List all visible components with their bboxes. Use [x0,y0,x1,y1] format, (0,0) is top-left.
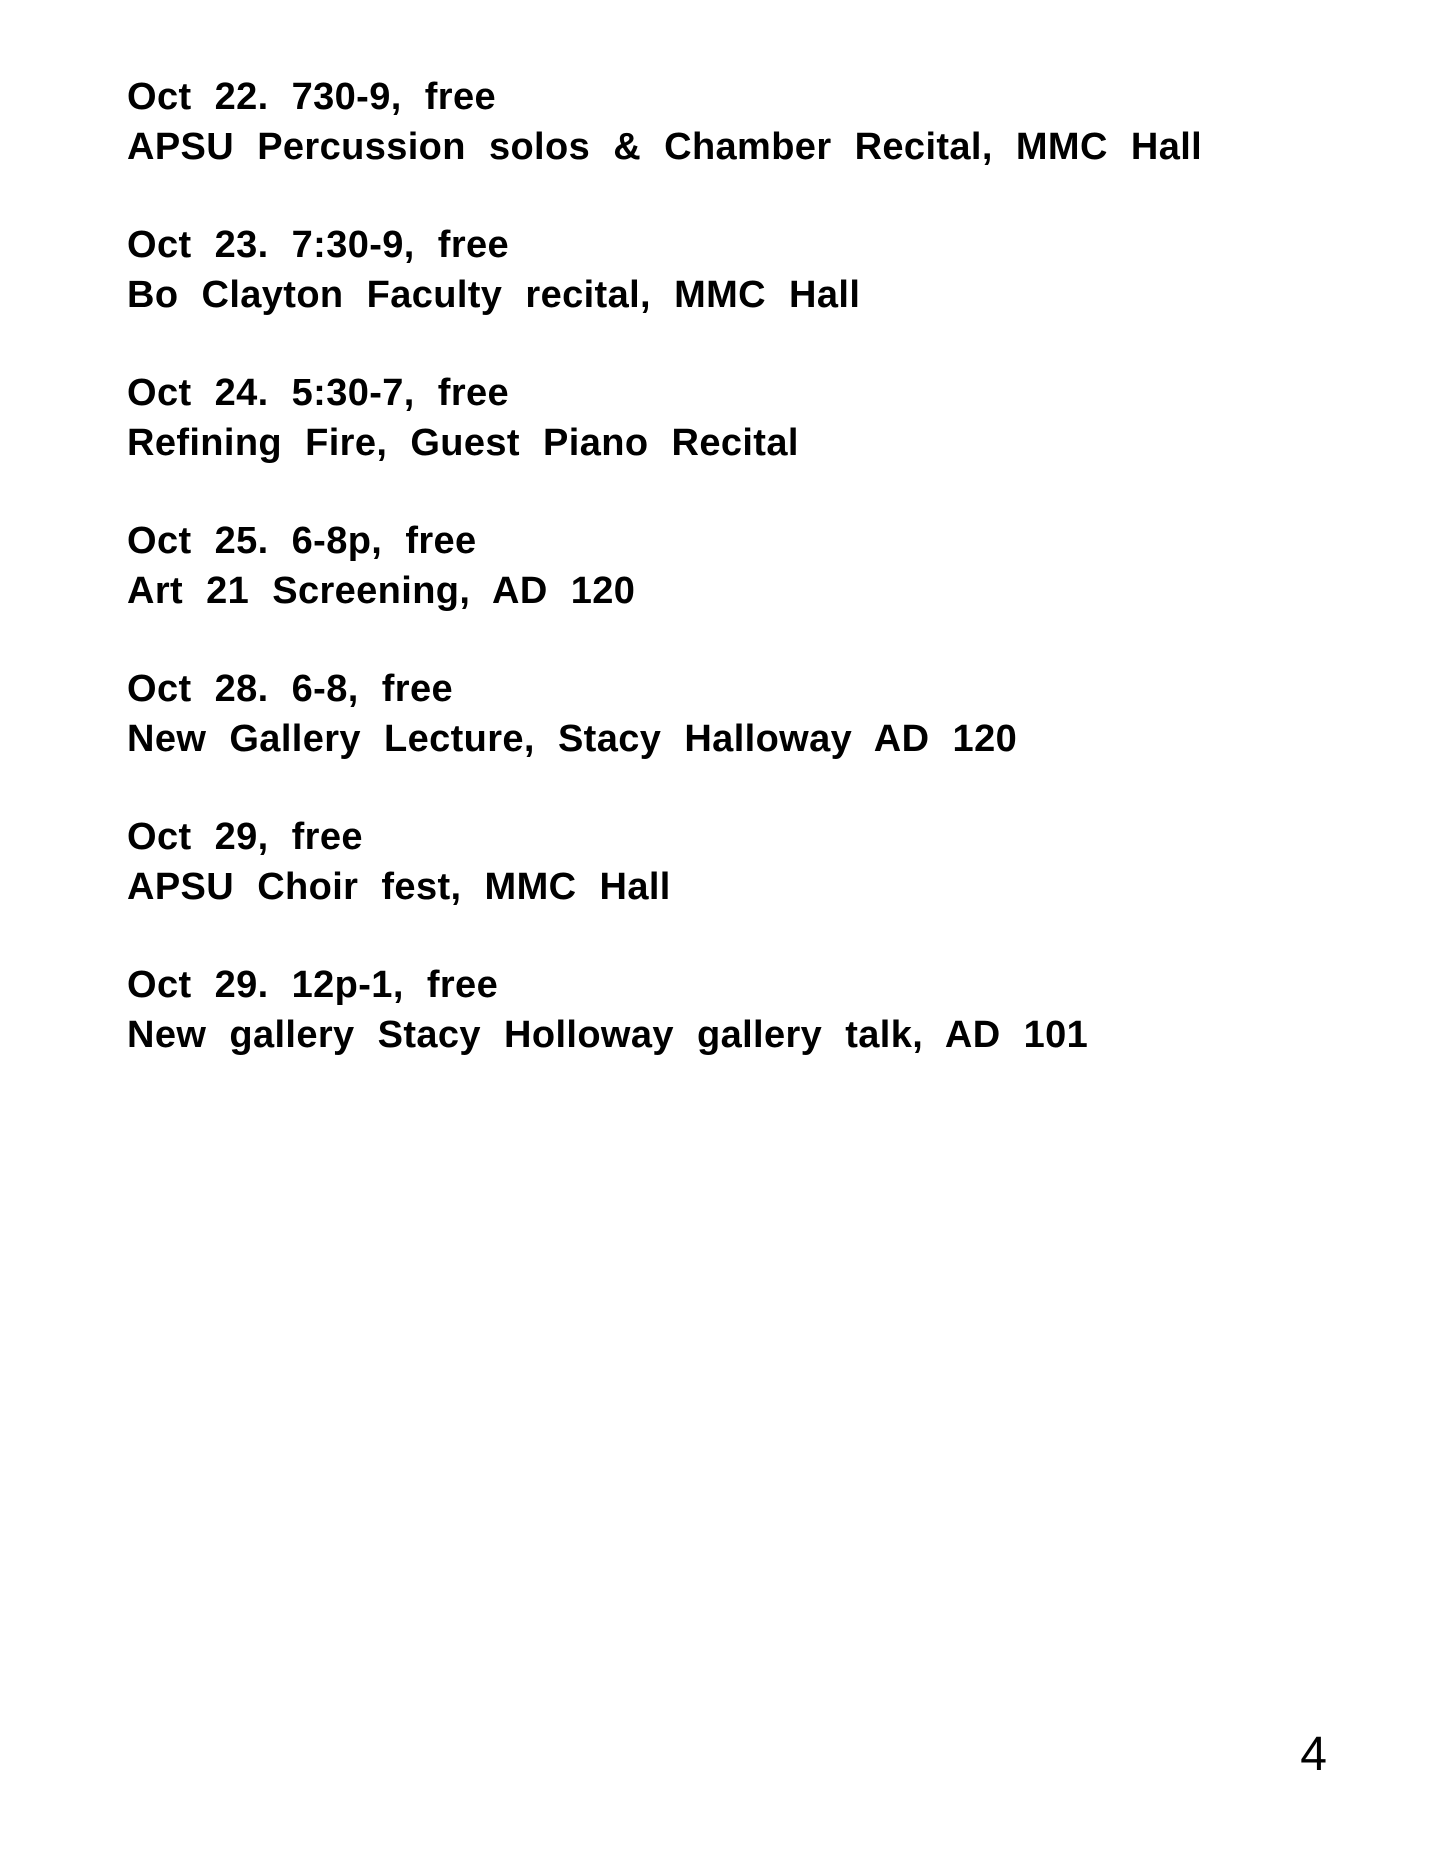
event-entry [127,368,1365,468]
event-schedule-line: Oct 29, free [127,816,363,858]
event-schedule-line: Oct 25. 6-8p, free [127,520,477,562]
event-schedule-line: Oct 28. 6-8, free [127,668,453,710]
event-entry [127,516,1365,616]
event-entry [127,220,1365,320]
event-entry [127,812,1365,912]
event-entry [127,72,1365,172]
event-description-line: Art 21 Screening, AD 120 [127,570,636,612]
event-description-line: APSU Percussion solos & Chamber Recital, MMC Hall [127,126,1203,168]
page-number: 4 [1300,1728,1327,1781]
event-schedule-line: Oct 22. 730-9, free [127,76,497,118]
event-description-line: New gallery Stacy Holloway gallery talk, AD 101 [127,1014,1089,1056]
event-schedule-line: Oct 23. 7:30-9, free [127,224,510,266]
event-entry [127,960,1365,1060]
event-schedule-line: Oct 24. 5:30-7, free [127,372,510,414]
event-description-line: New Gallery Lecture, Stacy Halloway AD 120 [127,718,1018,760]
event-entry [127,664,1365,764]
event-description-line: APSU Choir fest, MMC Hall [127,866,671,908]
event-list [127,72,1365,1108]
event-schedule-line: Oct 29. 12p-1, free [127,964,499,1006]
event-description-line: Refining Fire, Guest Piano Recital [127,422,799,464]
event-description-line: Bo Clayton Faculty recital, MMC Hall [127,274,861,316]
